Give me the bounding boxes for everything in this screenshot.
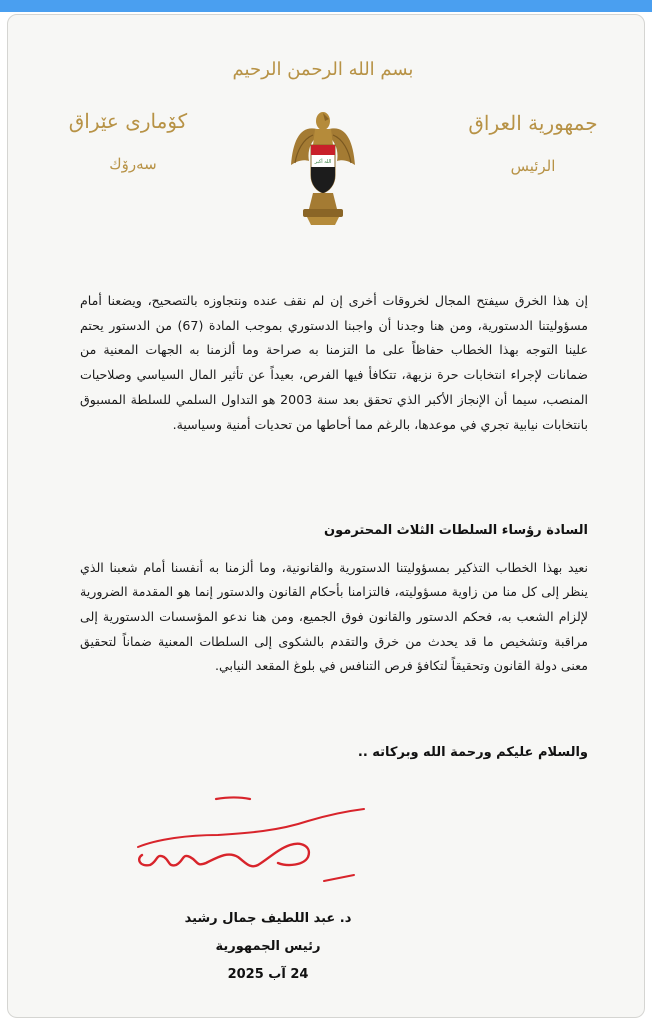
svg-text:الله أكبر: الله أكبر	[314, 159, 332, 165]
handwritten-signature	[128, 795, 388, 895]
letter-paragraph-1	[80, 289, 588, 437]
signatory-name: د. عبد اللطيف جمال رشيد	[184, 911, 352, 926]
signature-block	[158, 905, 378, 989]
letter-page	[7, 14, 645, 1018]
iraq-eagle-emblem	[287, 105, 359, 230]
header-kurdish-title: كۆماری عێراق	[68, 109, 188, 133]
signatory-title: رئيس الجمهورية	[215, 939, 321, 954]
header-arabic-title: جمهورية العراق	[468, 111, 598, 135]
header-arabic-subtitle: الرئيس	[510, 157, 556, 175]
letter-salutation: السادة رؤساء السلطات الثلاث المحترمون	[324, 523, 588, 538]
paragraph-text: إن هذا الخرق سيفتح المجال لخروقات أخرى إن لم نقف عنده ونتجاوزه بالتصحيح، ويضعنا أمام مسؤوليتنا الدستورية، ومن هنا وجدنا أن واجبنا الدستوري بموجب المادة (67) من الدستور يحتم علينا التوجه بهذا الخطاب حفاظاً على ما التزمنا به صراحة وما ألزمنا به الجهات المعنية من ضمانات لإجراء انتخابات حرة نزيهة، تتكافأ فيها الفرص، بعيداً عن تأثير المال السياسي وصلاحيات المنصب، سيما أن الإنجاز الأكبر الذي تحقق بعد سنة 2003 هو التداول السلمي للسلطة المسبوق بانتخابات نيابية تجري في موعدها، بالرغم مما أحاطها من تحديات أمنية وسياسية.	[80, 293, 588, 432]
header-kurdish-subtitle: سەرۆك	[109, 155, 157, 173]
letter-paragraph-2	[80, 543, 588, 692]
top-accent-bar	[0, 0, 652, 12]
letter-closing: والسلام عليكم ورحمة الله وبركاته ..	[357, 745, 588, 760]
letter-date: 24 آب 2025	[227, 967, 309, 982]
paragraph-text: نعيد بهذا الخطاب التذكير بمسؤوليتنا الدستورية والقانونية، وما ألزمنا به أنفسنا أمام شعبنا الذي ينظر إلى كل منا من زاوية مسؤوليته، فالتزامنا بأحكام القانون والدستور إنما هو المقدمة الضرورية لإلزام الشعب به، فحكم الدستور والقانون فوق الجميع، ومن هنا ندعو المؤسسات الدستورية إلى مراقبة وتشخيص ما قد يحدث من خرق والتقدم بالشكوى إلى السلطات المعنية ضماناً لتحقيق معنى دولة القانون وتحقيقاً لتكافؤ فرص التنافس في بلوغ المقعد النيابي.	[80, 559, 588, 674]
basmala-heading: بسم الله الرحمن الرحيم	[232, 59, 414, 80]
